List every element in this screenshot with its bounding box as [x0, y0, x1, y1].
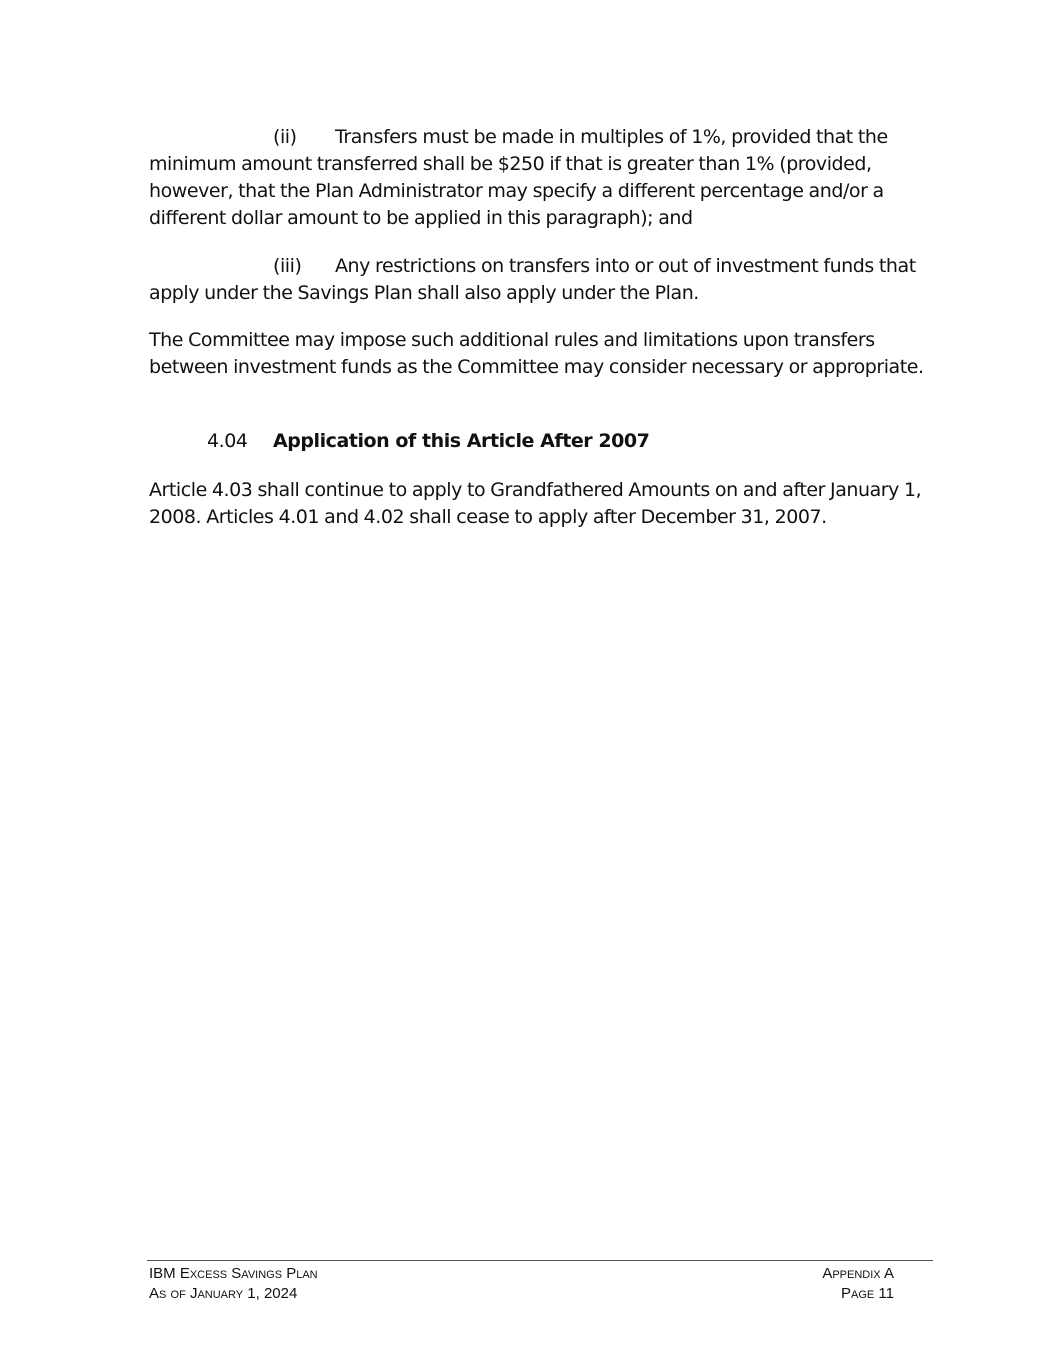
paragraph-ii	[149, 124, 939, 232]
paragraph-iii-label: (iii)	[273, 255, 302, 277]
footer-appendix: Appendix A	[822, 1265, 894, 1282]
footer-divider	[147, 1260, 933, 1261]
section-number: 4.04	[207, 430, 248, 452]
paragraph-iii-text: Any restrictions on transfers into or out of investment funds that apply under the Savings Plan shall also apply under the Plan.	[149, 255, 916, 304]
paragraph-ii-label: (ii)	[273, 126, 297, 148]
paragraph-committee: The Committee may impose such additional rules and limitations upon transfers between investment funds as the Committee may consider necessary or appropriate.	[149, 329, 924, 378]
footer-page-number: Page 11	[841, 1285, 894, 1302]
section-heading	[207, 428, 649, 455]
footer-plan-name: IBM Excess Savings Plan	[149, 1265, 318, 1282]
footer-left	[149, 1264, 318, 1304]
section-paragraph: Article 4.03 shall continue to apply to Grandfathered Amounts on and after January 1, 2008. Articles 4.01 and 4.02 shall cease to apply after December 31, 2007.	[149, 479, 922, 528]
section-title: Application of this Article After 2007	[273, 430, 650, 452]
footer-right	[806, 1264, 894, 1304]
paragraph-ii-text: Transfers must be made in multiples of 1%, provided that the minimum amount transferred shall be $250 if that is greater than 1% (provided, however, that the Plan Administrator may specify a different percentage and/or a different dollar amount to be applied in this paragraph); and	[149, 126, 888, 229]
paragraph-iii	[149, 253, 939, 307]
footer-as-of-date: As of January 1, 2024	[149, 1285, 298, 1302]
